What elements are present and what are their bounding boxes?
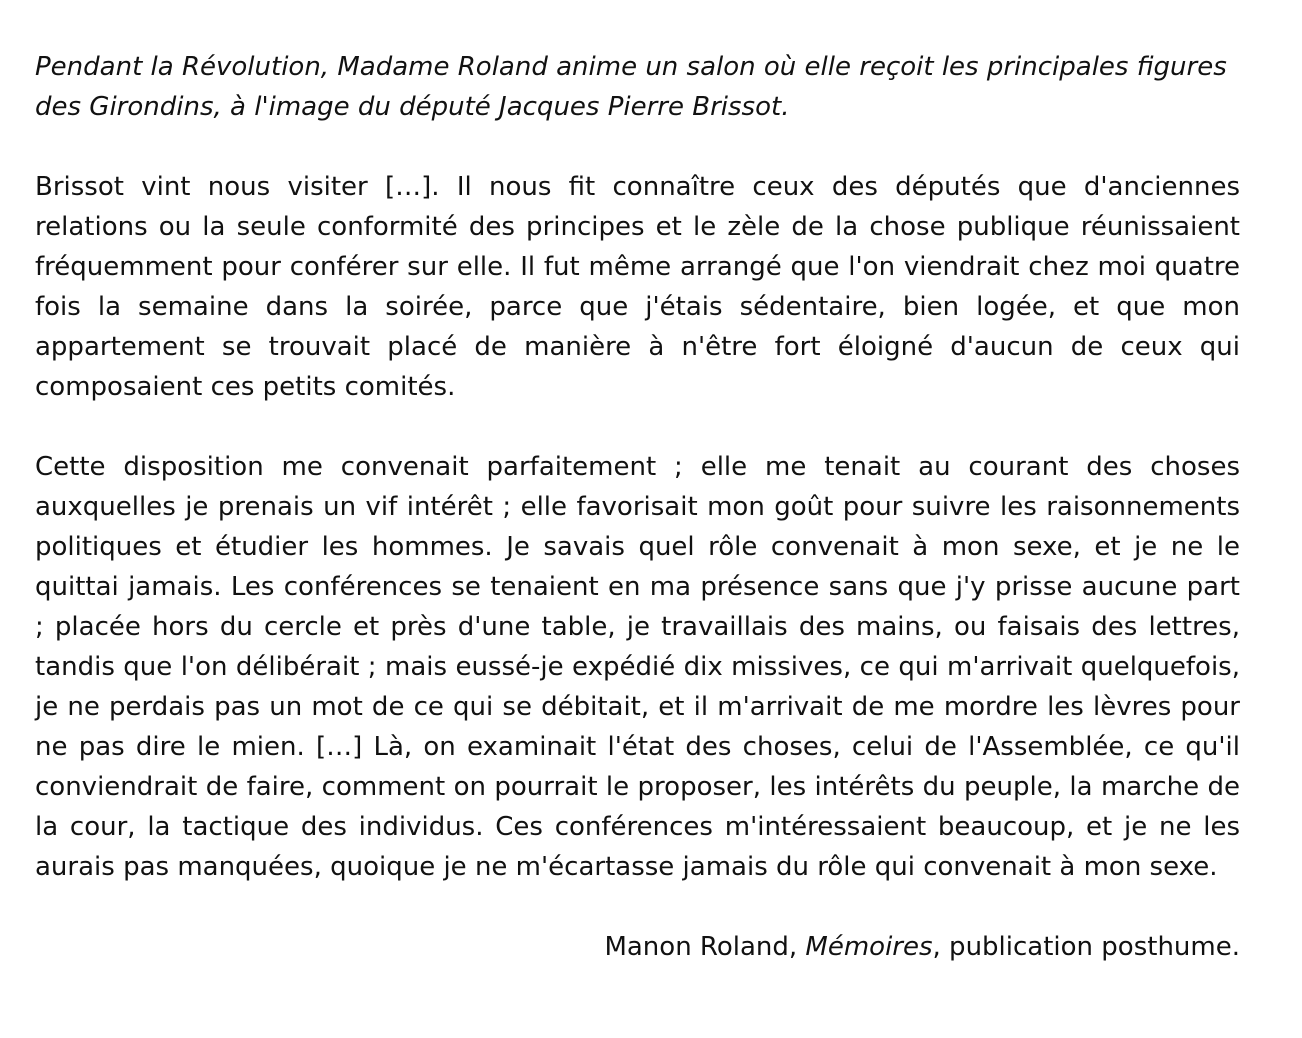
source-citation xyxy=(35,927,1240,967)
body-paragraph-2: Cette disposition me convenait parfaitement ; elle me tenait au courant des choses auxquelles je prenais un vif intérêt ; elle favorisait mon goût pour suivre les raisonnements politiques et étudier les hommes. Je savais quel rôle convenait à mon sexe, et je ne le quittai jamais. Les conférences se tenaient en ma présence sans que j'y prisse aucune part ; placée hors du cercle et près d'une table, je travaillais des mains, ou faisais des lettres, tandis que l'on délibérait ; mais eussé-je expédié dix missives, ce qui m'arrivait quelquefois, je ne perdais pas un mot de ce qui se débitait, et il m'arrivait de me mordre les lèvres pour ne pas dire le mien. […] Là, on examinait l'état des choses, celui de l'Assemblée, ce qu'il conviendrait de faire, comment on pourrait le proposer, les intérêts du peuple, la marche de la cour, la tactique des individus. Ces conférences m'intéressaient beaucoup, et je ne les aurais pas manquées, quoique je ne m'écartasse jamais du rôle qui convenait à mon sexe. xyxy=(35,452,1240,882)
citation-work-title: Mémoires xyxy=(805,932,933,962)
citation-note: , publication posthume. xyxy=(932,932,1240,962)
citation-author: Manon Roland, xyxy=(604,932,806,962)
body-paragraph-1: Brissot vint nous visiter […]. Il nous fit connaître ceux des députés que d'anciennes relations ou la seule conformité des principes et le zèle de la chose publique réunissaient fréquemment pour conférer sur elle. Il fut même arrangé que l'on viendrait chez moi quatre fois la semaine dans la soirée, parce que j'étais sédentaire, bien logée, et que mon appartement se trouvait placé de manière à n'être fort éloigné d'aucun de ceux qui composaient ces petits comités. xyxy=(35,172,1240,402)
intro-text: Pendant la Révolution, Madame Roland anime un salon où elle reçoit les principales figures des Girondins, à l'image du député Jacques Pierre Brissot. xyxy=(35,52,1227,122)
